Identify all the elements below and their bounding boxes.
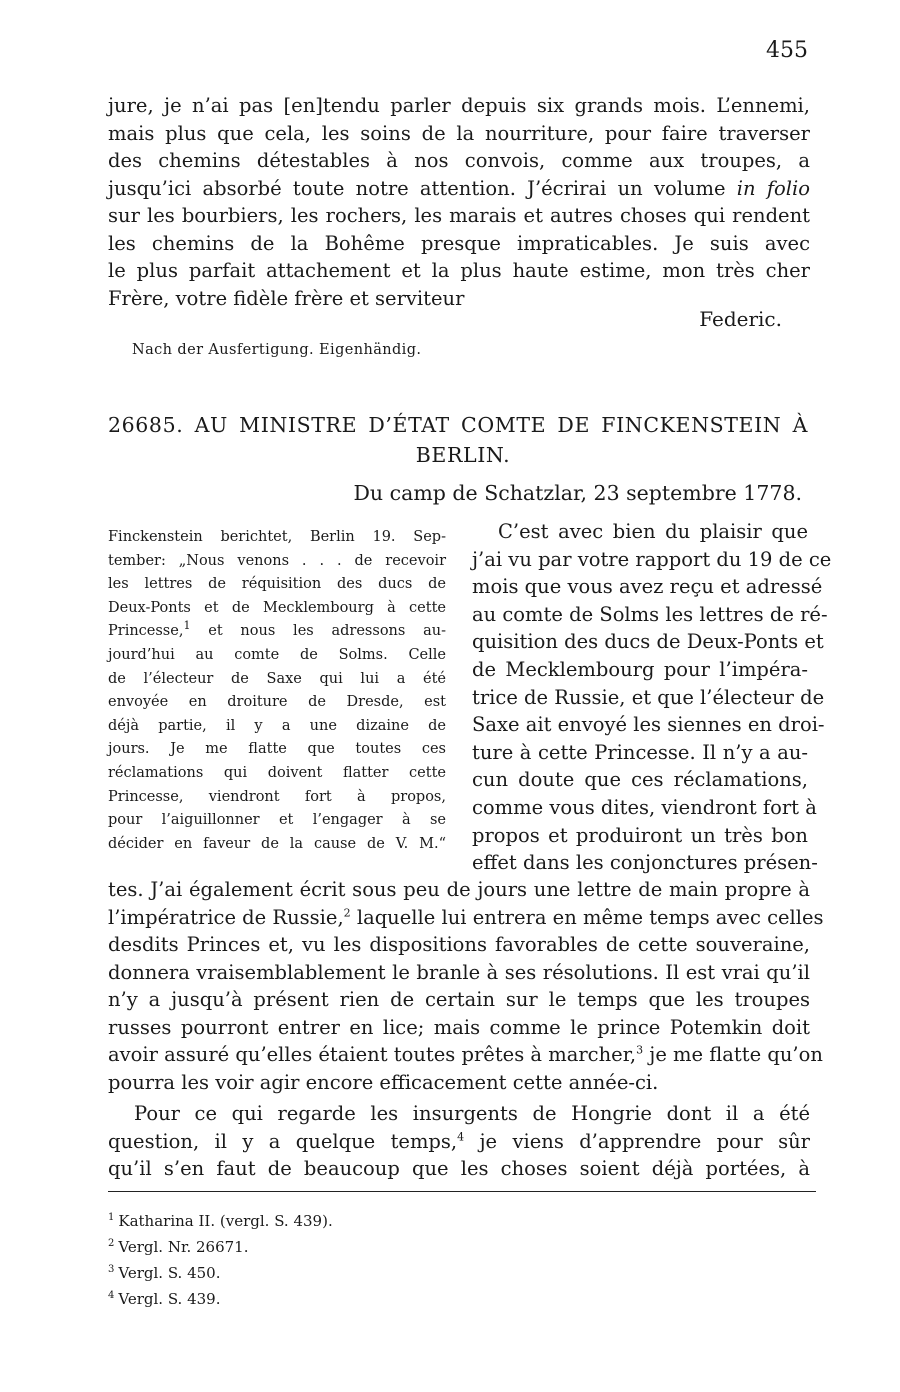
dateline: Du camp de Schatzlar, 23 septembre 1778. bbox=[353, 481, 802, 505]
footnote-ref: 4 bbox=[457, 1130, 465, 1143]
note-line: décider en faveur de la cause de V. M.“ bbox=[108, 835, 446, 852]
text-line: mois que vous avez reçu et adressé bbox=[472, 575, 823, 599]
text-line: j’ai vu par votre rapport du 19 de ce bbox=[472, 547, 832, 571]
text-line: avoir assuré qu’elles étaient toutes prêtes à marcher,$^3$ je me flatte qu’on bbox=[108, 1043, 823, 1066]
text-line: effet dans les conjonctures présen- bbox=[472, 851, 818, 875]
text-line: trice de Russie, et que l’électeur de bbox=[472, 685, 825, 709]
text-line: comme vous dites, viendront fort à bbox=[472, 795, 817, 819]
footnote: $^4$ Vergl. S. 439. bbox=[108, 1290, 221, 1308]
text-line: sur les bourbiers, les rochers, les marais et autres choses qui rendent bbox=[108, 204, 810, 227]
note-line: envoyée en droiture de Dresde, est bbox=[108, 694, 446, 711]
note-line: pour l’aiguillonner et l’engager à se bbox=[108, 812, 446, 829]
footnote-ref: 2 bbox=[343, 906, 351, 919]
text-line: tes. J’ai également écrit sous peu de jours une lettre de main propre à bbox=[108, 878, 810, 901]
letter-body-column bbox=[472, 518, 832, 877]
text-line: de Mecklembourg pour l’impéra- bbox=[472, 657, 808, 681]
footnote-ref: 3 bbox=[636, 1043, 644, 1057]
text-line: question, il y a quelque temps,$^4$ je viens d’apprendre pour sûr bbox=[108, 1129, 810, 1153]
footnote: $^2$ Vergl. Nr. 26671. bbox=[108, 1238, 249, 1256]
note-line: les lettres de réquisition des ducs de bbox=[108, 576, 446, 593]
note-line: tember: „Nous venons . . . de recevoir bbox=[108, 552, 446, 569]
signature: Federic. bbox=[699, 307, 782, 331]
text-line: les chemins de la Bohême presque impraticables. Je suis avec bbox=[108, 231, 810, 255]
italic-phrase: in folio bbox=[736, 176, 810, 200]
text-line: ture à cette Princesse. Il n’y a au- bbox=[472, 740, 808, 764]
text-line: l’impératrice de Russie,$^2$ laquelle lui entrera en même temps avec celles bbox=[108, 905, 824, 929]
text-line: pourra les voir agir encore efficacement cette année-ci. bbox=[108, 1070, 659, 1094]
text-line: donnera vraisemblablement le branle à ses résolutions. Il est vrai qu’il bbox=[108, 960, 810, 984]
note-line: Deux-Ponts et de Mecklembourg à cette bbox=[108, 599, 446, 616]
margin-summary-note bbox=[108, 526, 446, 856]
text-line: cun doute que ces réclamations, bbox=[472, 768, 808, 792]
letter-body-continued bbox=[108, 876, 824, 1096]
text-line: des chemins détestables à nos convois, comme aux troupes, a bbox=[108, 149, 810, 172]
text-line: Saxe ait envoyé les siennes en droi- bbox=[472, 713, 825, 737]
note-line: réclamations qui doivent flatter cette bbox=[108, 764, 446, 781]
text-line: C’est avec bien du plaisir que bbox=[498, 520, 808, 543]
footnote: $^3$ Vergl. S. 450. bbox=[108, 1264, 221, 1282]
text-line: au comte de Solms les lettres de ré- bbox=[472, 602, 828, 626]
text-line: propos et produiront un très bon bbox=[472, 823, 808, 847]
note-line: déjà partie, il y a une dizaine de bbox=[108, 717, 446, 734]
heading-line: 26685. AU MINISTRE D’ÉTAT COMTE DE FINCKENSTEIN À bbox=[108, 413, 808, 437]
text-line: desdits Princes et, vu les dispositions favorables de cette souveraine, bbox=[108, 933, 810, 956]
note-line: Finckenstein berichtet, Berlin 19. Sep- bbox=[108, 529, 446, 545]
letter-paragraph bbox=[108, 1100, 810, 1183]
letter-closing-text bbox=[108, 92, 810, 312]
text-line: russes pourront entrer en lice; mais comme le prince Potemkin doit bbox=[108, 1015, 810, 1039]
text-line: Pour ce qui regarde les insurgents de Hongrie dont il a été bbox=[134, 1102, 810, 1125]
note-line: jourd’hui au comte de Solms. Celle bbox=[108, 646, 446, 663]
note-line: jours. Je me flatte que toutes ces bbox=[108, 741, 446, 758]
text-line: le plus parfait attachement et la plus haute estime, mon très cher bbox=[108, 259, 810, 282]
footnote: $^1$ Katharina II. (vergl. S. 439). bbox=[108, 1212, 333, 1230]
heading-line: BERLIN. bbox=[415, 443, 511, 467]
text-line: Frère, votre fidèle frère et serviteur bbox=[108, 286, 465, 310]
text-line: jusqu’ici absorbé toute notre attention. J’écrirai un volume in folio bbox=[108, 176, 810, 200]
footnote-divider bbox=[108, 1191, 816, 1192]
footnote-ref: 1 bbox=[183, 619, 191, 633]
note-line: Princesse,$^1$ et nous les adressons au- bbox=[108, 619, 446, 640]
text-line: quisition des ducs de Deux-Ponts et bbox=[472, 630, 824, 654]
text-line: n’y a jusqu’à présent rien de certain sur le temps que les troupes bbox=[108, 988, 810, 1011]
note-line: Princesse, viendront fort à propos, bbox=[108, 788, 446, 805]
source-note: Nach der Ausfertigung. Eigenhändig. bbox=[132, 342, 422, 358]
letter-heading bbox=[108, 410, 808, 470]
text-line: qu’il s’en faut de beaucoup que les choses soient déjà portées, à bbox=[108, 1157, 810, 1180]
note-line: de l’électeur de Saxe qui lui a été bbox=[108, 670, 446, 687]
text-line: mais plus que cela, les soins de la nourriture, pour faire traverser bbox=[108, 121, 810, 145]
page-number: 455 bbox=[766, 38, 808, 63]
text-line: jure, je n’ai pas [en]tendu parler depuis six grands mois. L’ennemi, bbox=[108, 94, 810, 117]
